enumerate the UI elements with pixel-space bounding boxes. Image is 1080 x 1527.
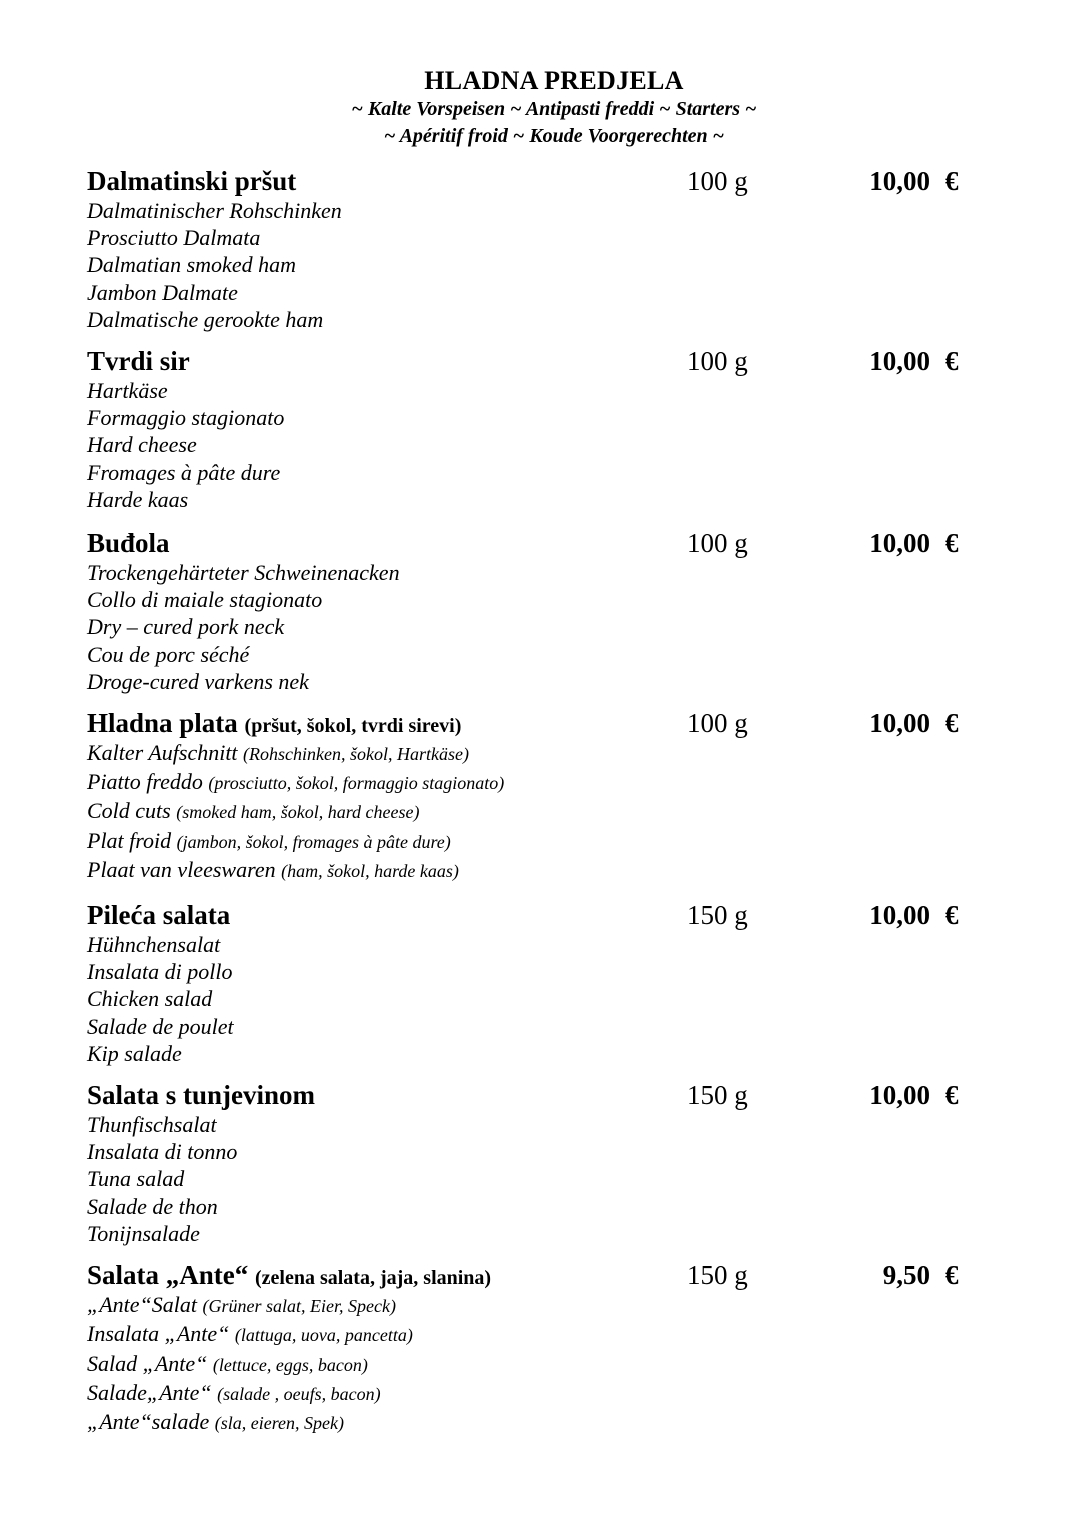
item-name: Hladna plata xyxy=(87,708,238,739)
item-translation: Salade„Ante“ (salade , oeufs, bacon) xyxy=(87,1379,381,1405)
item-translation: Dalmatian smoked ham xyxy=(87,252,296,278)
item-name-line xyxy=(87,899,987,931)
item-translation: Kalter Aufschnitt (Rohschinken, šokol, Hartkäse) xyxy=(87,740,469,766)
item-translation: Thunfischsalat xyxy=(87,1112,217,1138)
item-translation: Hard cheese xyxy=(87,432,197,458)
item-translation: Formaggio stagionato xyxy=(87,405,285,431)
item-weight: 100 g xyxy=(687,346,748,377)
item-price: 9,50 xyxy=(882,1260,930,1291)
item-translation: Dalmatinischer Rohschinken xyxy=(87,198,342,223)
item-price: 10,00 xyxy=(869,1080,930,1111)
item-name-ingredients: (zelena salata, jaja, slanina) xyxy=(255,1267,492,1290)
item-translation: „Ante“Salat (Grüner salat, Eier, Speck) xyxy=(87,1292,396,1318)
item-translation: Insalata „Ante“ (lattuga, uova, pancetta) xyxy=(87,1321,413,1347)
item-weight: 100 g xyxy=(687,528,748,559)
item-translation: Insalata di tonno xyxy=(87,1139,238,1165)
item-translation: Tonijnsalade xyxy=(87,1220,200,1246)
item-name-line xyxy=(87,1259,987,1291)
menu-item xyxy=(87,165,987,333)
item-translation: Plaat van vleeswaren (ham, šokol, harde kaas) xyxy=(87,856,459,882)
section-subtitle-line-2: ~ Apéritif froid ~ Koude Voorgerechten ~ xyxy=(383,125,725,147)
item-translation: Collo di maiale stagionato xyxy=(87,587,323,613)
item-translation: Prosciutto Dalmata xyxy=(87,225,261,251)
item-translation: Insalata di pollo xyxy=(87,959,233,985)
item-name-line xyxy=(87,707,987,739)
item-name: Tvrdi sir xyxy=(87,346,190,377)
item-name-line xyxy=(87,527,987,559)
menu-item xyxy=(87,1079,987,1247)
item-translation: Droge-cured varkens nek xyxy=(87,668,309,694)
item-name: Pileća salata xyxy=(87,900,231,931)
item-currency: € xyxy=(945,708,959,739)
item-name-ingredients: (pršut, šokol, tvrdi sirevi) xyxy=(244,715,462,738)
menu-item xyxy=(87,345,987,513)
item-weight: 100 g xyxy=(687,166,748,196)
item-translation: Hühnchensalat xyxy=(87,932,221,958)
item-translation: Dalmatische gerookte ham xyxy=(87,306,324,332)
item-weight: 150 g xyxy=(687,900,748,931)
item-name-line xyxy=(87,165,987,197)
item-price: 10,00 xyxy=(869,708,930,739)
item-translation: Piatto freddo (prosciutto, šokol, formaggio stagionato) xyxy=(87,769,505,795)
item-currency: € xyxy=(945,528,959,559)
item-translation: Tuna salad xyxy=(87,1166,185,1192)
item-currency: € xyxy=(945,1260,959,1291)
item-translation: Salad „Ante“ (lettuce, eggs, bacon) xyxy=(87,1350,368,1376)
item-weight: 150 g xyxy=(687,1080,748,1111)
menu-item xyxy=(87,899,987,1067)
item-currency: € xyxy=(945,346,959,377)
item-translation: Cou de porc séché xyxy=(87,641,250,667)
item-translation: Harde kaas xyxy=(87,486,189,512)
item-price: 10,00 xyxy=(869,900,930,931)
item-currency: € xyxy=(945,1080,959,1111)
item-price: 10,00 xyxy=(869,528,930,559)
menu-item xyxy=(87,1259,987,1437)
item-translation: Salade de thon xyxy=(87,1193,218,1219)
item-name-line xyxy=(87,1079,987,1111)
menu-item xyxy=(87,527,987,695)
item-translation: Dry – cured pork neck xyxy=(87,614,285,640)
item-currency: € xyxy=(945,900,959,931)
item-translation: Hartkäse xyxy=(87,378,168,404)
item-translation: Trockengehärteter Schweinenacken xyxy=(87,560,400,586)
item-translation: Plat froid (jambon, šokol, fromages à pâte dure) xyxy=(87,827,451,853)
item-translation: Cold cuts (smoked ham, šokol, hard cheese) xyxy=(87,798,420,824)
item-price: 10,00 xyxy=(869,346,930,377)
item-translation: „Ante“salade (sla, eieren, Spek) xyxy=(87,1408,345,1434)
item-weight: 100 g xyxy=(687,708,748,739)
item-weight: 150 g xyxy=(687,1260,748,1291)
item-name: Salata s tunjevinom xyxy=(87,1080,316,1111)
item-name: Dalmatinski pršut xyxy=(87,166,297,196)
item-name-line xyxy=(87,345,987,377)
section-title: HLADNA PREDJELA xyxy=(424,66,684,95)
item-translation: Fromages à pâte dure xyxy=(87,459,281,485)
item-translation: Chicken salad xyxy=(87,986,213,1012)
item-translation: Kip salade xyxy=(87,1040,182,1066)
item-currency: € xyxy=(945,166,959,196)
section-subtitle-line-1: ~ Kalte Vorspeisen ~ Antipasti freddi ~ Starters ~ xyxy=(351,98,757,120)
item-name: Salata „Ante“ xyxy=(87,1260,249,1291)
item-price: 10,00 xyxy=(869,166,930,196)
menu-item xyxy=(87,707,987,885)
menu-header xyxy=(0,66,1080,150)
item-translation: Salade de poulet xyxy=(87,1013,234,1039)
menu-items xyxy=(87,165,987,1437)
item-name: Buđola xyxy=(87,528,170,559)
item-translation: Jambon Dalmate xyxy=(87,279,238,305)
